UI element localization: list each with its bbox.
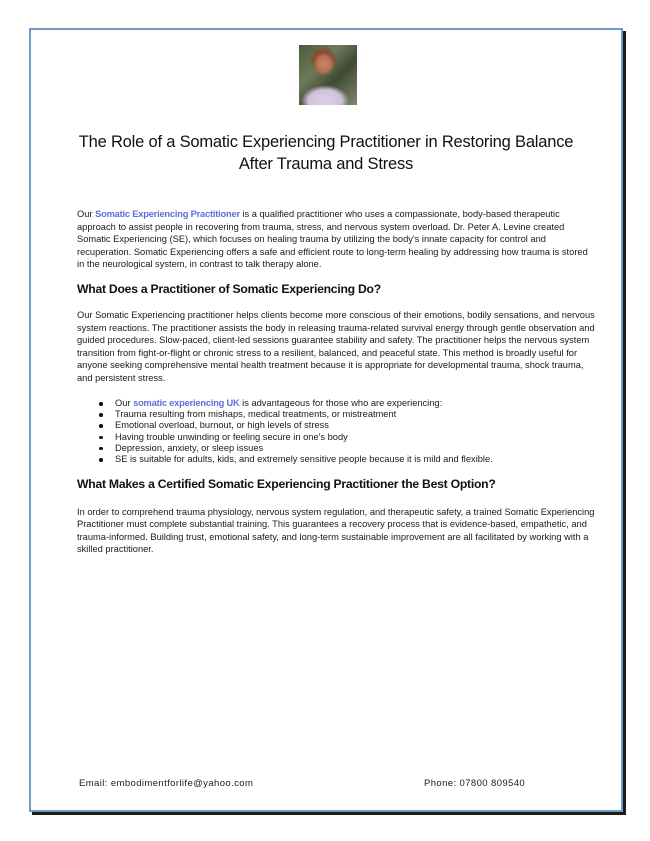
list-item: Having trouble unwinding or feeling secure in one's body [99, 432, 597, 443]
portrait-photo [299, 45, 357, 105]
somatic-experiencing-uk-link[interactable]: somatic experiencing UK [133, 398, 240, 408]
document-title: The Role of a Somatic Experiencing Practitioner in Restoring Balance After Trauma and Stress [78, 133, 574, 173]
section-heading-what-does: What Does a Practitioner of Somatic Experiencing Do? [77, 281, 381, 296]
intro-paragraph [77, 208, 597, 271]
benefits-list [77, 398, 597, 465]
section2-paragraph: In order to comprehend trauma physiology, nervous system regulation, and therapeutic safety, a trained Somatic Experiencing Practitioner must complete substantial training. This guarantees a recovery process that is evidence-based, empathetic, and trauma-informed. Building trust, emotional safety, and long-term sustainable improvement are all facilitated by working with a skilled practitioner. [77, 506, 595, 555]
list-item: Depression, anxiety, or sleep issues [99, 443, 597, 454]
section-heading-what-makes: What Makes a Certified Somatic Experiencing Practitioner the Best Option? [77, 477, 496, 492]
section1-paragraph: Our Somatic Experiencing practitioner helps clients become more conscious of their emotions, bodily sensations, and nervous system reactions. The practitioner assists the body in releasing trauma-related survival energy through gentle observation and guided procedures. Slow-paced, client-led sessions guarantee stability and safety. The practitioner helps the nervous system transition from fight-or-flight or chronic stress to a resilient, balanced, and peaceful state. This method is broadly useful for anyone seeking comprehensive mental health treatment because it is appropriate for developmental trauma, shock trauma, and persistent stress. [77, 310, 595, 383]
list-item: Trauma resulting from mishaps, medical treatments, or mistreatment [99, 409, 597, 420]
list-intro-suffix: is advantageous for those who are experiencing: [239, 398, 443, 408]
list-intro-prefix: Our [115, 398, 134, 408]
intro-text: is a qualified practitioner who uses a compassionate, body-based therapeutic approach to assist people in recovering from trauma, stress, and nervous system overload. Dr. Peter A. Levine created Somatic Experiencing (SE), which focuses on healing trauma by utilizing the body's innate capacity for control and recuperation. Somatic Experiencing offers a safe and efficient route to long-term healing by addressing how trauma is stored in the neurological system, in contrast to talk therapy alone. [77, 209, 588, 269]
list-item [99, 398, 597, 409]
list-item: Emotional overload, burnout, or high levels of stress [99, 420, 597, 431]
document-page [29, 28, 623, 812]
email-contact: Email: embodimentforlife@yahoo.com [79, 778, 254, 789]
document-body [77, 208, 597, 556]
phone-contact: Phone: 07800 809540 [424, 778, 526, 789]
somatic-practitioner-link[interactable]: Somatic Experiencing Practitioner [95, 209, 240, 219]
intro-prefix: Our [77, 209, 96, 219]
list-item: SE is suitable for adults, kids, and extremely sensitive people because it is mild and flexible. [99, 454, 597, 465]
